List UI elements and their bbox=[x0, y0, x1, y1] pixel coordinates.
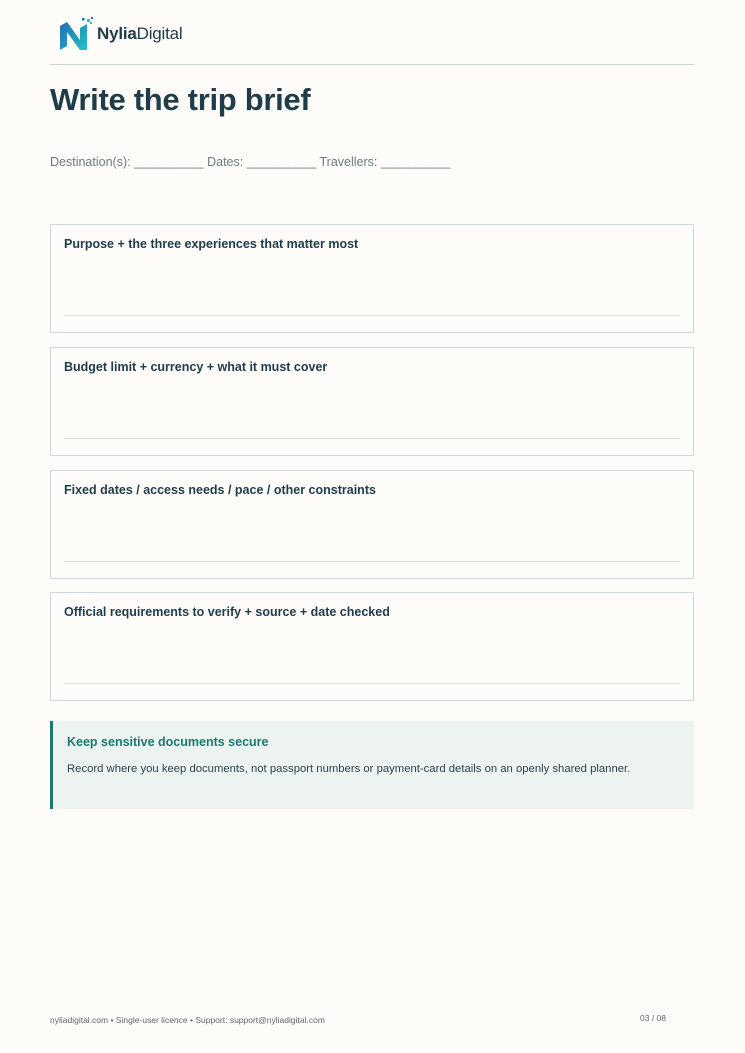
meta-dates-blank: __________ bbox=[246, 155, 317, 169]
meta-travellers-label: Travellers: bbox=[319, 155, 378, 169]
purpose-writing-line bbox=[64, 315, 680, 316]
purpose-label: Purpose + the three experiences that matter most bbox=[64, 237, 359, 251]
callout-title: Keep sensitive documents secure bbox=[67, 735, 269, 749]
meta-dates-label: Dates: bbox=[207, 155, 244, 169]
security-callout bbox=[50, 721, 694, 809]
callout-body: Record where you keep documents, not passport numbers or payment-card details on an openly shared planner. bbox=[67, 763, 631, 775]
page-title: Write the trip brief bbox=[50, 82, 311, 117]
requirements-writing-line bbox=[64, 683, 680, 684]
page-header bbox=[50, 14, 694, 65]
page-number: 03 / 08 bbox=[640, 1013, 666, 1023]
constraints-box bbox=[50, 470, 694, 579]
nylia-logo-icon bbox=[58, 16, 94, 52]
budget-label: Budget limit + currency + what it must cover bbox=[64, 360, 328, 374]
requirements-label: Official requirements to verify + source + date checked bbox=[64, 605, 390, 619]
purpose-box bbox=[50, 224, 694, 333]
brand-name: NyliaDigital bbox=[97, 24, 183, 43]
constraints-label: Fixed dates / access needs / pace / other constraints bbox=[64, 483, 376, 497]
meta-travellers-blank: __________ bbox=[380, 155, 451, 169]
budget-box bbox=[50, 347, 694, 456]
constraints-writing-line bbox=[64, 561, 680, 562]
brand-logo bbox=[58, 16, 182, 52]
requirements-box bbox=[50, 592, 694, 701]
budget-writing-line bbox=[64, 438, 680, 439]
footer-text: nyliadigital.com • Single-user licence • Support: support@nyliadigital.com bbox=[50, 1015, 325, 1025]
meta-destination-label: Destination(s): bbox=[50, 155, 131, 169]
trip-meta-line bbox=[50, 155, 450, 169]
meta-destination-blank: __________ bbox=[134, 155, 204, 169]
